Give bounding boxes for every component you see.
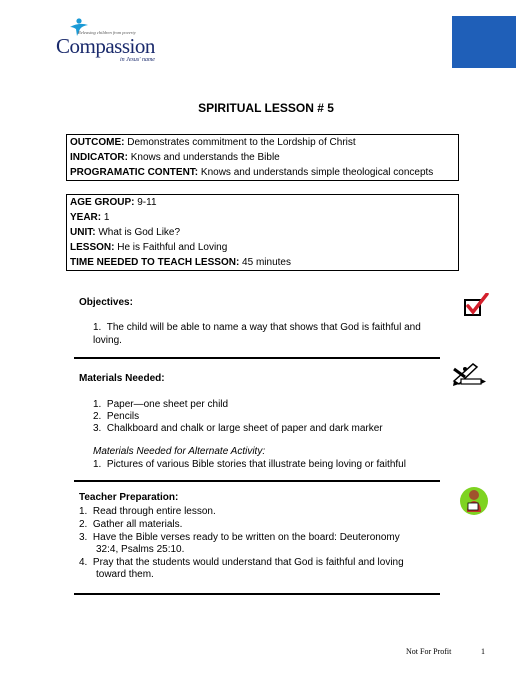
objective-number: 1. [93, 322, 102, 333]
unit-row [67, 225, 458, 240]
objective-text: The child will be able to name a way that shows that God is faithful and [106, 322, 421, 333]
year-value: 1 [101, 212, 110, 223]
objectives-heading: Objectives: [79, 297, 133, 308]
preparation-text: Pray that the students would understand that God is faithful and loving [92, 557, 404, 568]
preparation-number: 3. [79, 532, 88, 543]
time-row [67, 255, 458, 270]
materials-heading: Materials Needed: [79, 373, 165, 384]
outcome-value: Demonstrates commitment to the Lordship of Christ [124, 137, 356, 148]
content-row [67, 165, 458, 180]
section-divider [74, 357, 440, 359]
preparation-text: Have the Bible verses ready to be written on the board: Deuteronomy [92, 532, 400, 543]
logo-subtitle: in Jesus' name [120, 57, 155, 63]
alternate-materials-heading: Materials Needed for Alternate Activity: [93, 446, 266, 457]
time-label: TIME NEEDED TO TEACH LESSON: [70, 257, 240, 268]
lesson-label: LESSON: [70, 242, 115, 253]
age-value: 9-11 [134, 197, 157, 208]
material-number: 1. [93, 459, 102, 470]
preparation-number: 4. [79, 557, 88, 568]
outcome-label: OUTCOME: [70, 137, 125, 148]
outcome-box [66, 134, 459, 181]
preparation-number: 2. [79, 519, 88, 530]
preparation-text: Gather all materials. [92, 519, 183, 530]
material-text: Pictures of various Bible stories that illustrate being loving or faithful [106, 459, 406, 470]
indicator-label: INDICATOR: [70, 152, 128, 163]
material-number: 2. [93, 411, 102, 422]
logo-wordmark: Compassion [56, 34, 155, 58]
page-title: SPIRITUAL LESSON # 5 [198, 101, 334, 115]
year-row [67, 210, 458, 225]
preparation-item-continued: 32:4, Psalms 25:10. [96, 544, 185, 555]
material-text: Pencils [106, 411, 140, 422]
preparation-item-continued: toward them. [96, 569, 154, 580]
checkbox-check-icon [463, 293, 489, 317]
preparation-text: Read through entire lesson. [92, 506, 216, 517]
section-divider [74, 480, 440, 482]
material-item [93, 422, 383, 435]
indicator-row [67, 150, 458, 165]
unit-label: UNIT: [70, 227, 96, 238]
compassion-logo [56, 18, 166, 68]
age-row [67, 195, 458, 210]
teacher-icon [459, 484, 489, 518]
preparation-number: 1. [79, 506, 88, 517]
material-text: Paper—one sheet per child [106, 399, 229, 410]
section-divider [74, 593, 440, 595]
alternate-material-item [93, 458, 406, 471]
material-number: 3. [93, 423, 102, 434]
indicator-value: Knows and understands the Bible [127, 152, 280, 163]
logo-tagline: Releasing children from poverty [78, 30, 136, 35]
corner-color-block [452, 16, 516, 68]
page-number: 1 [481, 647, 485, 656]
lesson-info-box [66, 194, 459, 271]
objective-item-continued: loving. [93, 335, 122, 346]
outcome-row [67, 135, 458, 150]
unit-value: What is God Like? [95, 227, 181, 238]
objective-item [93, 321, 421, 334]
content-value: Knows and understands simple theological concepts [198, 167, 434, 178]
material-text: Chalkboard and chalk or large sheet of paper and dark marker [106, 423, 383, 434]
lesson-row [67, 240, 458, 255]
content-label: PROGRAMATIC CONTENT: [70, 167, 199, 178]
time-value: 45 minutes [239, 257, 291, 268]
preparation-item [79, 518, 182, 531]
pencil-crayon-icon [451, 361, 487, 387]
year-label: YEAR: [70, 212, 102, 223]
lesson-value: He is Faithful and Loving [114, 242, 228, 253]
footer-text: Not For Profit [406, 647, 452, 656]
age-label: AGE GROUP: [70, 197, 135, 208]
material-number: 1. [93, 399, 102, 410]
preparation-item [79, 505, 216, 518]
preparation-heading: Teacher Preparation: [79, 492, 179, 503]
